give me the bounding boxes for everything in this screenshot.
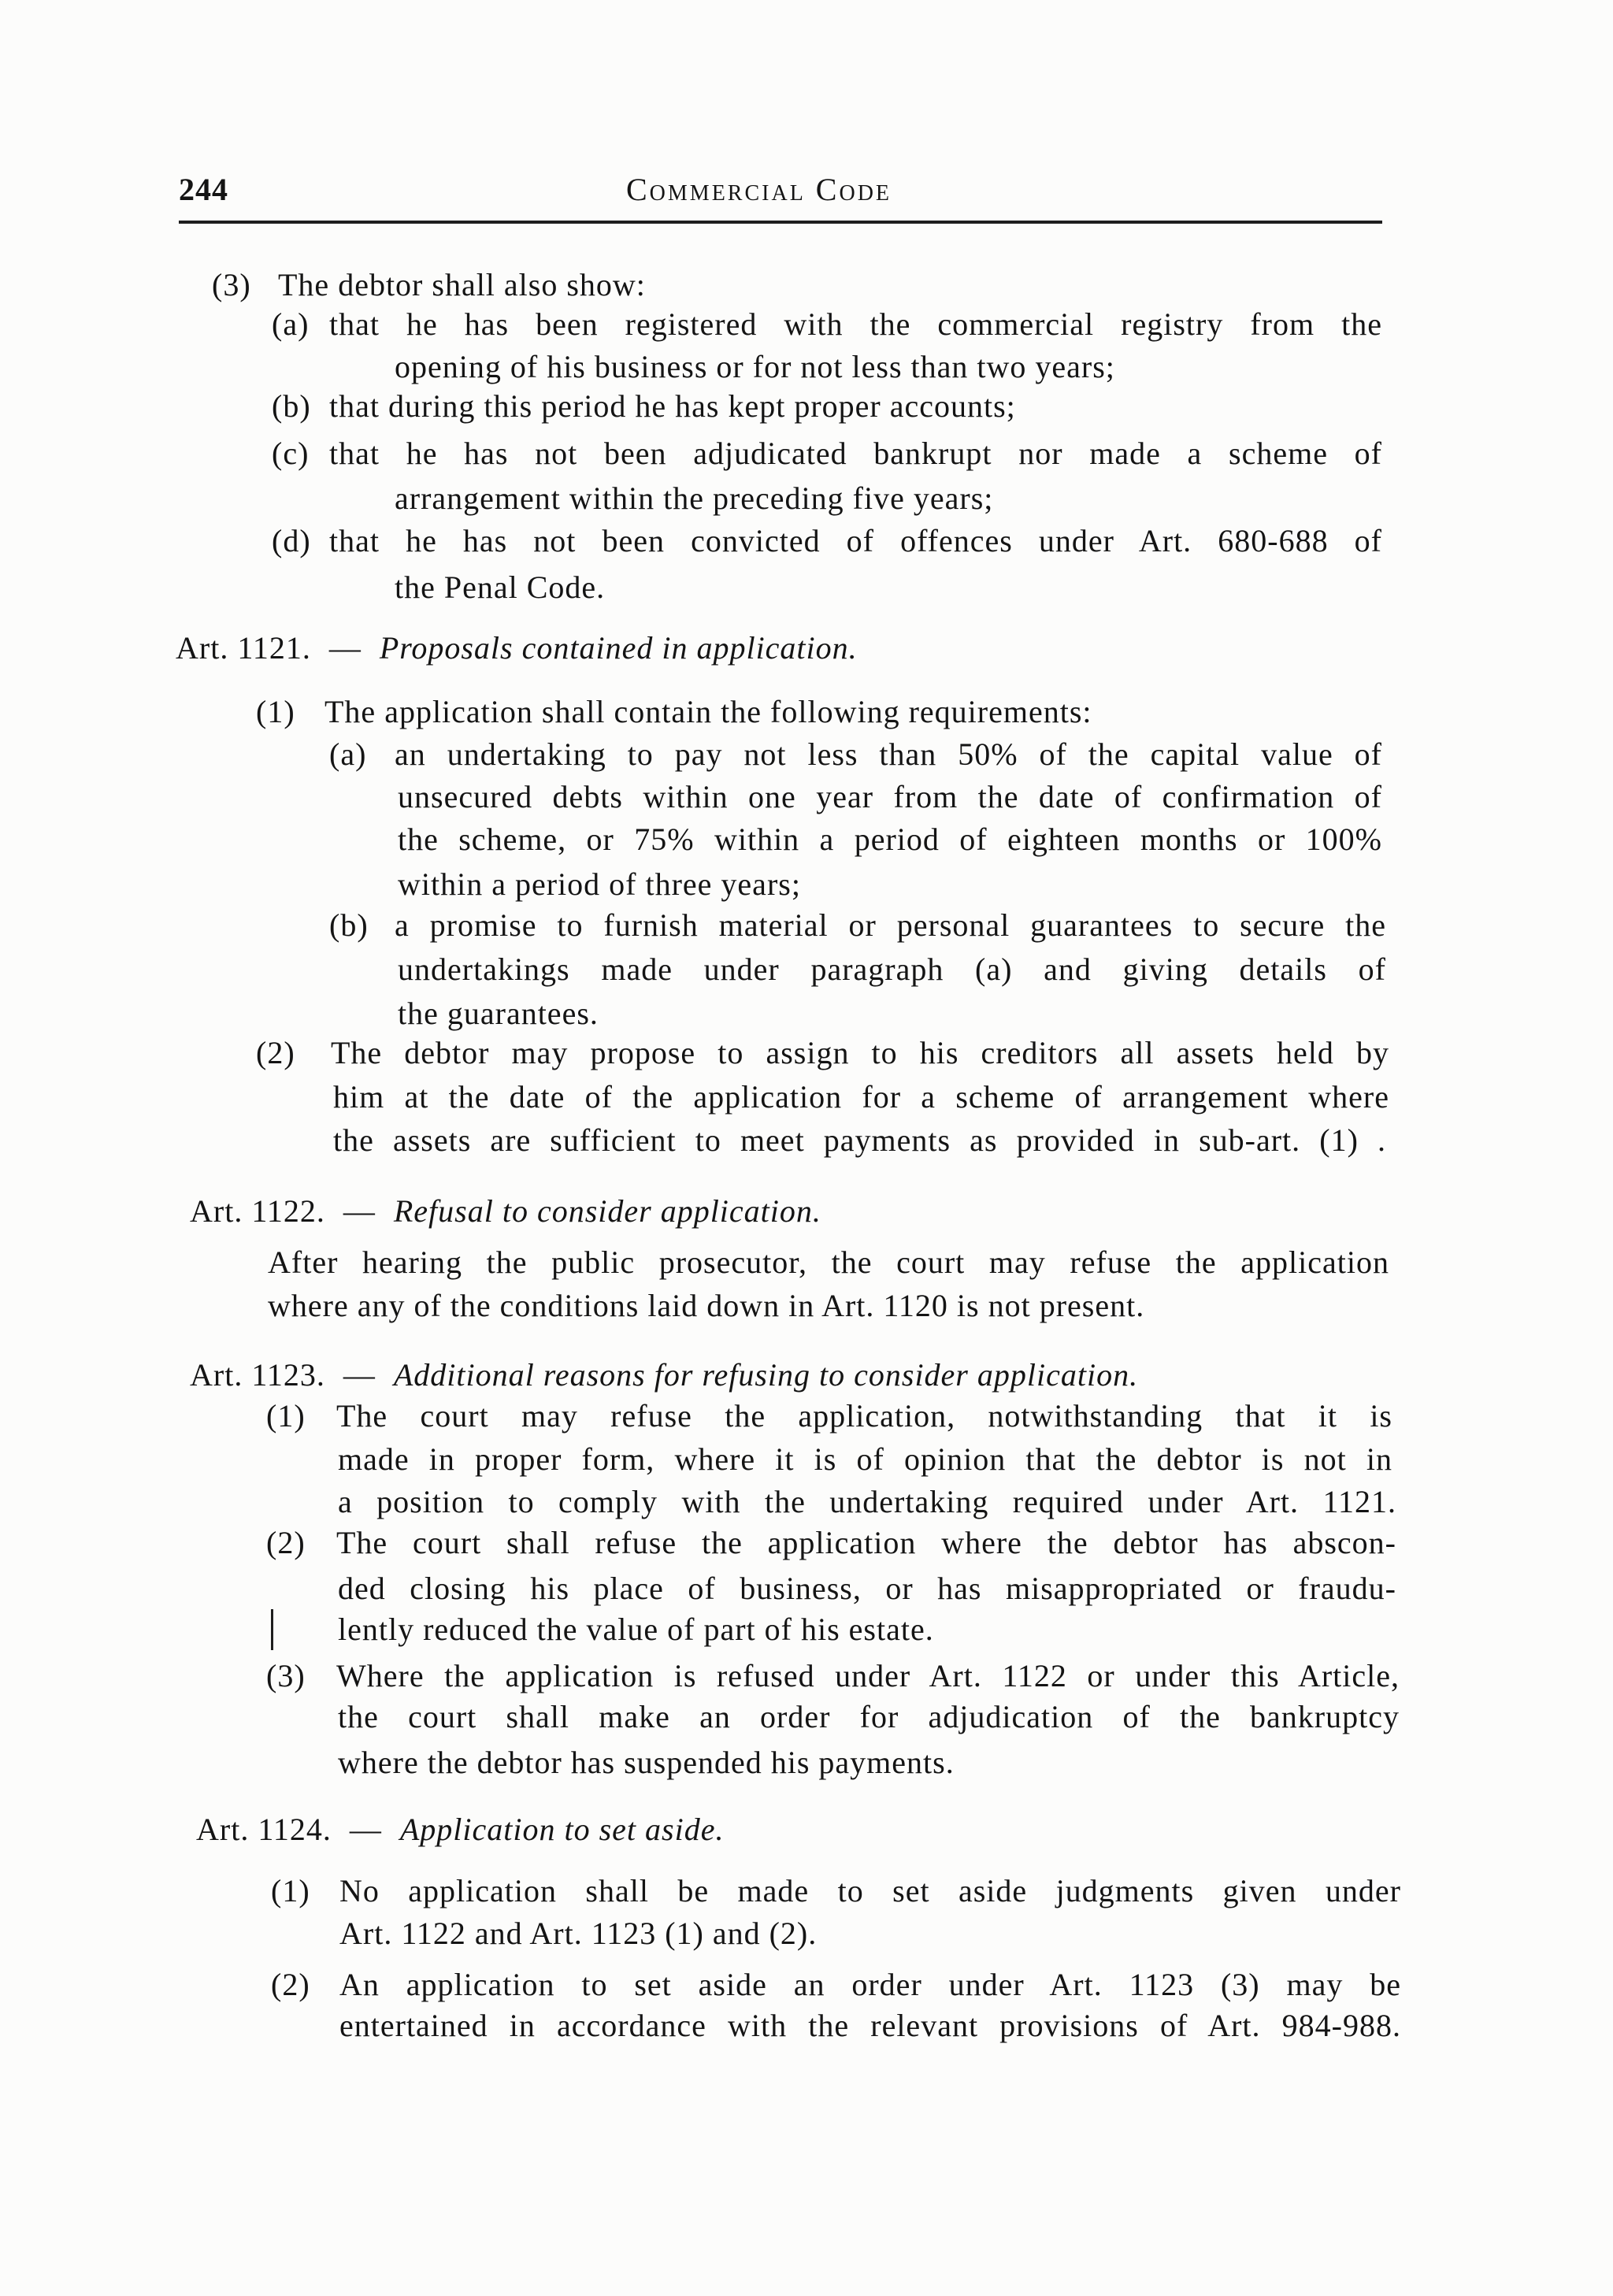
article-dash: — — [343, 1193, 376, 1229]
paragraph-line: Where the application is refused under Art. 1122 or under this Article, — [336, 1658, 1400, 1693]
article-title: Application to set aside. — [399, 1812, 725, 1847]
article-number: Art. 1124. — [196, 1812, 332, 1847]
paragraph-label: (1) — [266, 1398, 306, 1434]
paragraph-line: The debtor shall also show: — [278, 267, 646, 302]
item-line: arrangement within the preceding five years; — [395, 480, 994, 516]
item-line: opening of his business or for not less than two years; — [395, 349, 1115, 384]
paragraph-line: The application shall contain the following requirements: — [324, 694, 1092, 729]
paragraph-line: the court shall make an order for adjudication of the bankruptcy — [338, 1699, 1400, 1734]
page-number: 244 — [179, 172, 228, 207]
paragraph-line: a position to comply with the undertaking required under Art. 1121. — [338, 1484, 1396, 1519]
paragraph-label: (2) — [266, 1525, 306, 1560]
article-heading — [196, 1811, 724, 1849]
item-label: (a) — [329, 736, 367, 772]
item-label: (a) — [272, 306, 310, 342]
article-title: Proposals contained in application. — [379, 630, 858, 666]
article-number: Art. 1122. — [190, 1193, 325, 1229]
paragraph-label: (3) — [212, 267, 251, 302]
paragraph-label: (1) — [271, 1873, 310, 1908]
item-label: (d) — [272, 523, 311, 558]
article-title: Refusal to consider application. — [393, 1193, 821, 1229]
article-title: Additional reasons for refusing to consider application. — [393, 1357, 1139, 1393]
article-heading — [190, 1356, 1138, 1394]
article-dash: — — [349, 1812, 382, 1847]
article-heading — [176, 629, 858, 667]
paragraph-line: made in proper form, where it is of opinion that the debtor is not in — [338, 1441, 1392, 1477]
article-dash: — — [328, 630, 362, 666]
item-line: an undertaking to pay not less than 50% of the capital value of — [395, 736, 1382, 772]
item-line: that he has been registered with the commercial registry from the — [329, 306, 1382, 342]
paragraph-label: (2) — [271, 1967, 310, 2002]
paragraph-line: After hearing the public prosecutor, the court may refuse the application — [268, 1244, 1389, 1280]
item-line: the Penal Code. — [395, 569, 606, 605]
item-line: the scheme, or 75% within a period of eighteen months or 100% — [398, 822, 1382, 857]
paragraph-line: entertained in accordance with the relevant provisions of Art. 984-988. — [339, 2008, 1401, 2043]
item-label: (b) — [329, 907, 369, 943]
paragraph-line: The debtor may propose to assign to his creditors all assets held by — [331, 1035, 1389, 1070]
paragraph-line: where the debtor has suspended his payments. — [338, 1745, 955, 1780]
paragraph-line: the assets are sufficient to meet payments as provided in sub-art. (1) . — [333, 1122, 1386, 1158]
paragraph-line: The court may refuse the application, notwithstanding that it is — [336, 1398, 1392, 1434]
paragraph-line: where any of the conditions laid down in Art. 1120 is not present. — [268, 1288, 1145, 1323]
paragraph-line: him at the date of the application for a scheme of arrangement where — [333, 1079, 1389, 1115]
item-line: that during this period he has kept proper accounts; — [329, 388, 1016, 424]
running-title: Commercial Code — [626, 172, 892, 207]
header-rule — [179, 221, 1382, 224]
item-line: the guarantees. — [398, 996, 599, 1031]
paragraph-line: An application to set aside an order under Art. 1123 (3) may be — [339, 1967, 1401, 2002]
article-number: Art. 1123. — [190, 1357, 325, 1393]
paragraph-line: ded closing his place of business, or has misappropriated or fraudu- — [338, 1571, 1396, 1606]
item-label: (b) — [272, 388, 311, 424]
item-line: a promise to furnish material or personal guarantees to secure the — [395, 907, 1386, 943]
item-line: undertakings made under paragraph (a) and giving details of — [398, 951, 1386, 987]
item-line: that he has not been adjudicated bankrupt nor made a scheme of — [329, 436, 1382, 471]
item-line: within a period of three years; — [398, 866, 801, 902]
article-heading — [190, 1193, 821, 1230]
paragraph-line: The court shall refuse the application where the debtor has abscon- — [336, 1525, 1396, 1560]
paragraph-label: (3) — [266, 1658, 306, 1693]
item-line: that he has not been convicted of offences under Art. 680-688 of — [329, 523, 1382, 558]
paragraph-line: No application shall be made to set aside judgments given under — [339, 1873, 1401, 1908]
article-dash: — — [343, 1357, 376, 1393]
margin-revision-bar — [271, 1609, 273, 1650]
article-number: Art. 1121. — [176, 630, 311, 666]
item-label: (c) — [272, 436, 310, 471]
paragraph-label: (1) — [256, 694, 295, 729]
item-line: unsecured debts within one year from the date of confirmation of — [398, 779, 1382, 814]
paragraph-line: lently reduced the value of part of his estate. — [338, 1612, 934, 1647]
paragraph-line: Art. 1122 and Art. 1123 (1) and (2). — [339, 1916, 818, 1951]
paragraph-label: (2) — [256, 1035, 295, 1070]
